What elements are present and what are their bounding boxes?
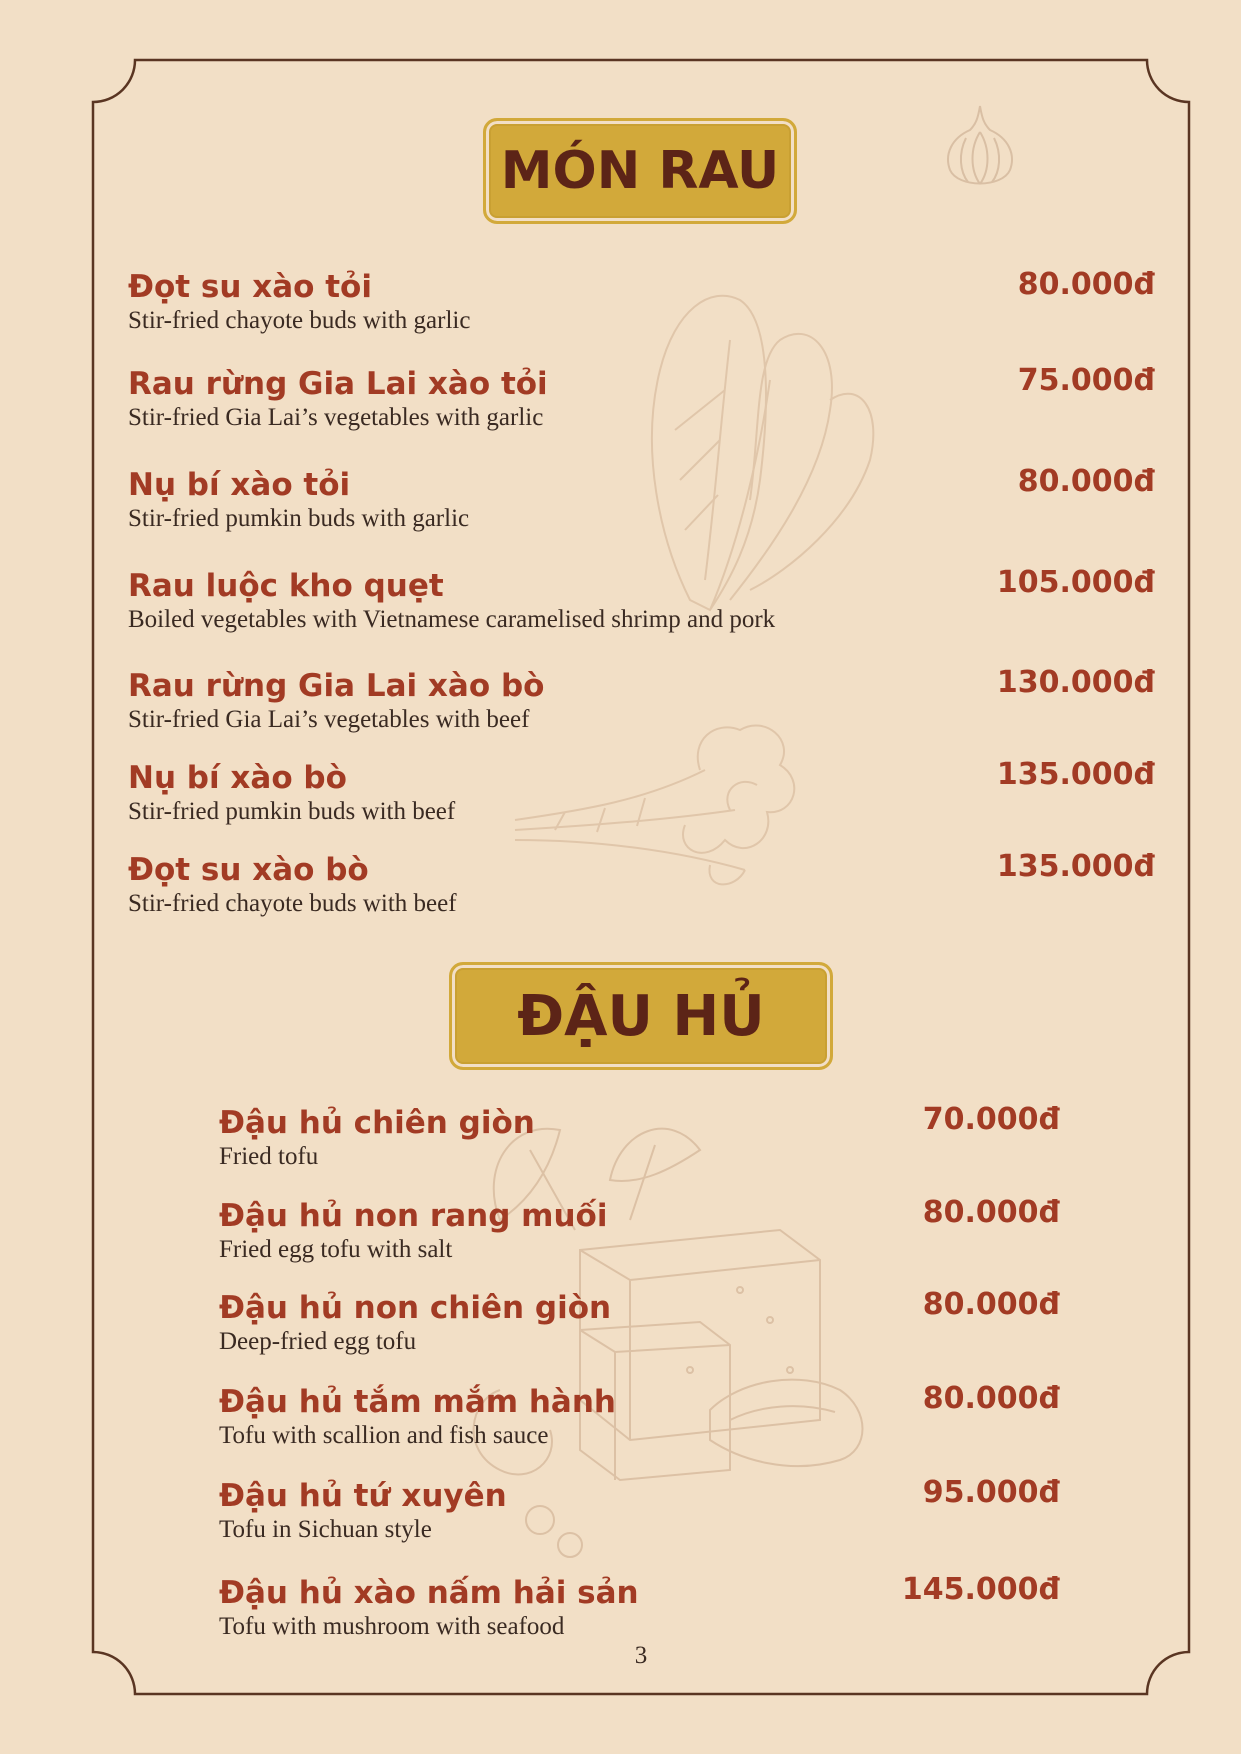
dish-name: Rau luộc kho quẹt (128, 568, 444, 604)
dish-price: 75.000đ (1017, 363, 1155, 398)
herb-bunch-illustration (505, 700, 825, 900)
dish-name: Đậu hủ non rang muối (219, 1198, 608, 1234)
list-item (128, 567, 775, 635)
dish-description: Tofu with scallion and fish sauce (219, 1422, 549, 1449)
dish-name: Đậu hủ chiên giòn (219, 1105, 535, 1141)
list-item (128, 466, 469, 534)
dish-name: Rau rừng Gia Lai xào bò (128, 668, 545, 704)
dish-name: Đậu hủ tứ xuyên (219, 1478, 507, 1514)
page-number: 3 (634, 1642, 648, 1669)
dish-name: Đọt su xào tỏi (128, 269, 372, 305)
list-item (219, 1574, 639, 1642)
garlic-illustration (930, 98, 1030, 198)
dish-name: Đậu hủ xào nấm hải sản (219, 1575, 639, 1611)
dish-description: Tofu in Sichuan style (219, 1516, 432, 1543)
dish-description: Stir-fried chayote buds with beef (128, 890, 457, 917)
dish-name: Đậu hủ tắm mắm hành (219, 1384, 616, 1420)
dish-price: 80.000đ (1017, 464, 1155, 499)
list-item (219, 1383, 616, 1451)
dish-name: Đọt su xào bò (128, 852, 369, 888)
dish-price: 80.000đ (1017, 267, 1155, 302)
section-title-mon-rau: MÓN RAU (483, 118, 797, 224)
list-item (128, 759, 455, 827)
dish-name: Nụ bí xào tỏi (128, 467, 351, 503)
list-item (219, 1104, 535, 1172)
list-item (128, 851, 457, 919)
dish-description: Boiled vegetables with Vietnamese caramelised shrimp and pork (128, 606, 776, 633)
list-item (219, 1289, 611, 1357)
dish-price: 95.000đ (922, 1475, 1060, 1510)
dish-name: Đậu hủ non chiên giòn (219, 1290, 612, 1326)
dish-price: 145.000đ (901, 1572, 1060, 1607)
dish-price: 70.000đ (922, 1102, 1060, 1137)
dish-name: Rau rừng Gia Lai xào tỏi (128, 366, 548, 402)
dish-description: Stir-fried pumkin buds with beef (128, 798, 456, 825)
dish-description: Stir-fried pumkin buds with garlic (128, 505, 470, 532)
dish-name: Nụ bí xào bò (128, 760, 347, 796)
list-item (128, 268, 470, 336)
dish-description: Stir-fried chayote buds with garlic (128, 307, 471, 334)
list-item (128, 365, 548, 433)
dish-price: 135.000đ (996, 849, 1155, 884)
dish-price: 105.000đ (996, 565, 1155, 600)
dish-description: Stir-fried Gia Lai’s vegetables with garlic (128, 404, 544, 431)
dish-price: 80.000đ (922, 1195, 1060, 1230)
dish-description: Fried tofu (219, 1143, 319, 1170)
dish-description: Stir-fried Gia Lai’s vegetables with beef (128, 706, 530, 733)
list-item (219, 1197, 607, 1265)
dish-price: 135.000đ (996, 757, 1155, 792)
dish-description: Deep-fried egg tofu (219, 1328, 417, 1355)
list-item (219, 1477, 507, 1545)
dish-description: Tofu with mushroom with seafood (219, 1613, 565, 1640)
dish-price: 130.000đ (996, 665, 1155, 700)
section-title-dau-hu: ĐẬU HỦ (449, 962, 833, 1070)
dish-price: 80.000đ (922, 1381, 1060, 1416)
list-item (128, 667, 544, 735)
dish-price: 80.000đ (922, 1287, 1060, 1322)
dish-description: Fried egg tofu with salt (219, 1236, 453, 1263)
